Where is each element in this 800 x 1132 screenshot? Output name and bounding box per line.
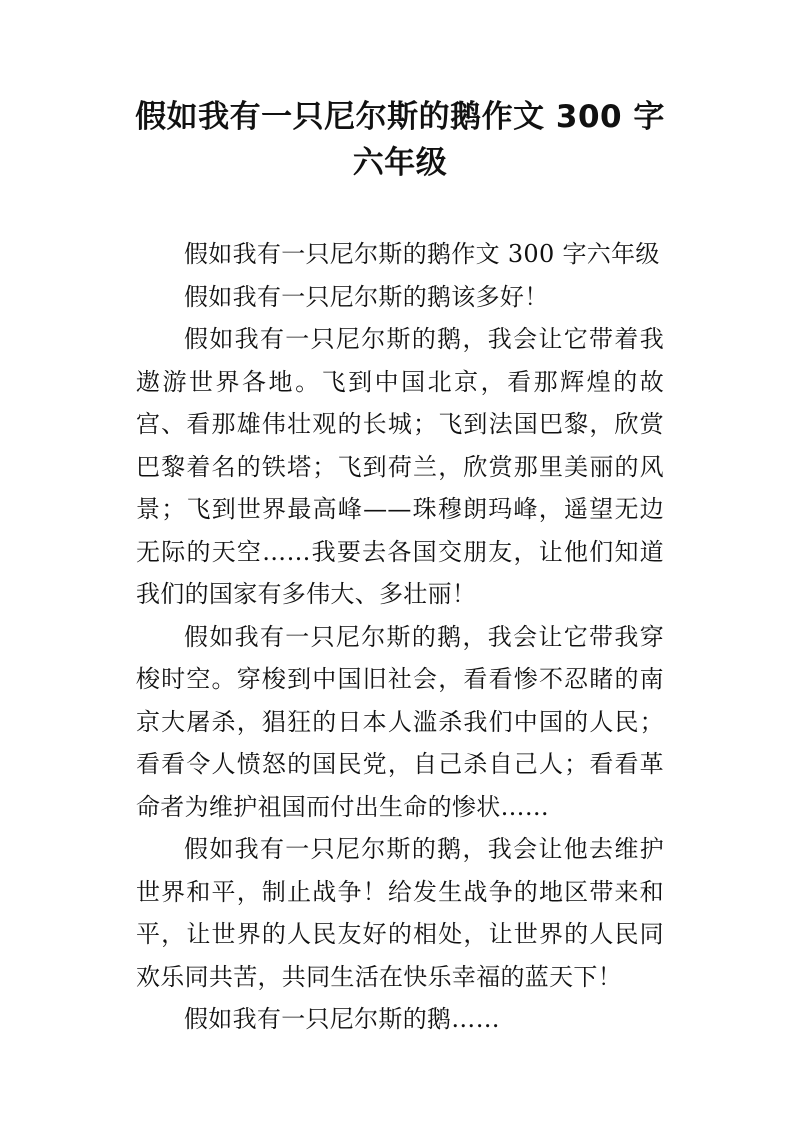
document-title bbox=[110, 94, 690, 186]
document-body bbox=[136, 233, 664, 1041]
paragraph-time-travel: 假如我有一只尼尔斯的鹅，我会让它带我穿梭时空。穿梭到中国旧社会，看看惨不忍睹的南京大屠杀，猖狂的日本人滥杀我们中国的人民；看看令人愤怒的国民党，自己杀自己人；看看革命者为维护祖国而付出生命的惨状…… bbox=[136, 622, 664, 821]
paragraph-travel: 假如我有一只尼尔斯的鹅，我会让它带着我遨游世界各地。飞到中国北京，看那辉煌的故宫、看那雄伟壮观的长城；飞到法国巴黎，欣赏巴黎着名的铁塔；飞到荷兰，欣赏那里美丽的风景；飞到世界最高峰——珠穆朗玛峰，遥望无边无际的天空……我要去各国交朋友，让他们知道我们的国家有多伟大、多壮丽！ bbox=[136, 325, 664, 608]
paragraph-subtitle: 假如我有一只尼尔斯的鹅作文 300 字六年级 bbox=[184, 240, 660, 268]
paragraph-closing: 假如我有一只尼尔斯的鹅…… bbox=[184, 1005, 500, 1033]
paragraph-peace: 假如我有一只尼尔斯的鹅，我会让他去维护世界和平，制止战争！给发生战争的地区带来和平，让世界的人民友好的相处，让世界的人民同欢乐同共苦，共同生活在快乐幸福的蓝天下！ bbox=[136, 835, 664, 991]
paragraph-intro: 假如我有一只尼尔斯的鹅该多好！ bbox=[184, 282, 549, 311]
title-line-2: 六年级 bbox=[352, 145, 448, 181]
title-line-1: 假如我有一只尼尔斯的鹅作文 300 字 bbox=[135, 99, 665, 135]
